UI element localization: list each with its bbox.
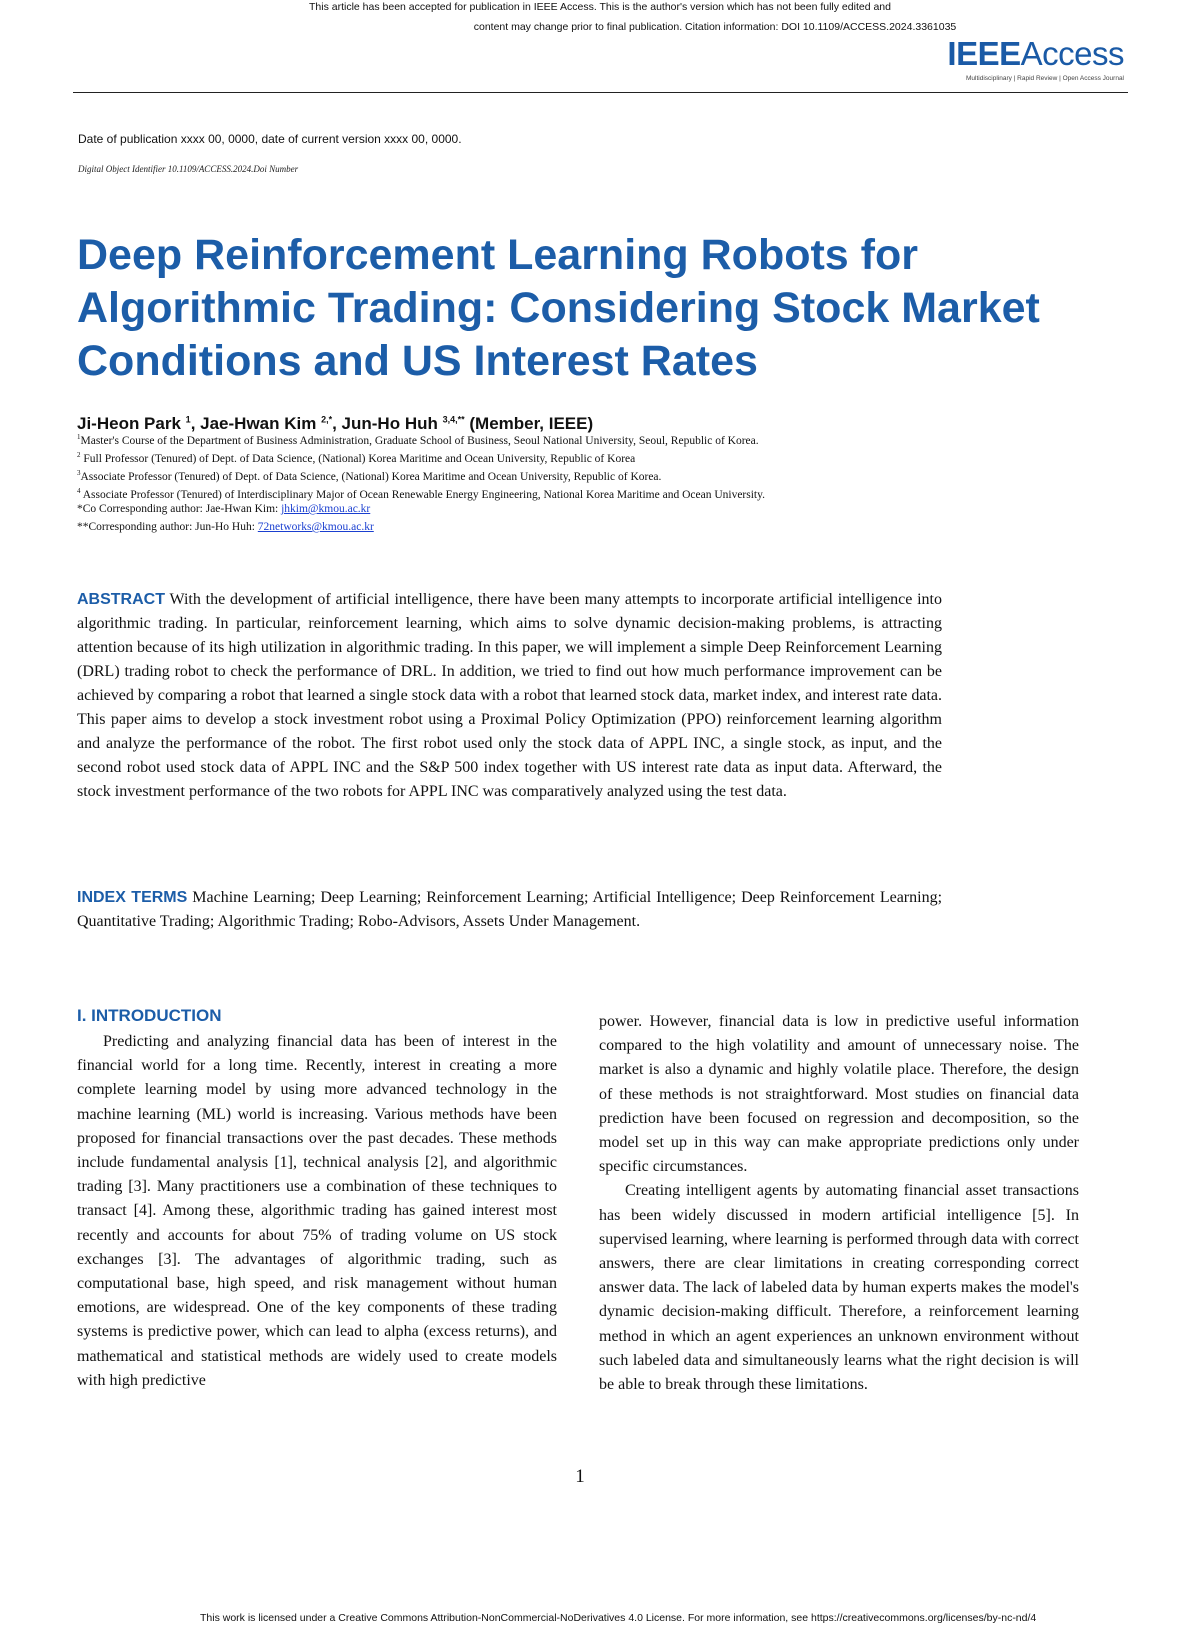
author-3-member: (Member, IEEE)	[469, 414, 594, 433]
author-3-sup: 3,4,**	[442, 414, 465, 425]
author-1-sup: 1	[185, 414, 191, 425]
affiliation-2-text: Full Professor (Tenured) of Dept. of Data Science, (National) Korea Maritime and Ocean University, Republic of Korea	[83, 452, 636, 465]
body-column-right	[599, 1010, 1079, 1397]
affiliation-3-sup: 3	[77, 469, 81, 477]
corresponding-email-link[interactable]: 72networks@kmou.ac.kr	[257, 521, 374, 533]
license-notice: This work is licensed under a Creative Commons Attribution-NonCommercial-NoDerivatives 4.0 License. For more information, see https://creativecommons.org/licenses/by-nc-nd/4	[200, 1612, 1037, 1624]
corresponding-author	[77, 520, 374, 534]
intro-paragraph-2: Creating intelligent agents by automating financial asset transactions has been widely discussed in modern artificial intelligence [5]. In supervised learning, where learning is performed through data with correct answers, there are clear limitations in creating corresponding correct answer data. The lack of labeled data by human experts makes the model's dynamic decision-making difficult. Therefore, a reinforcement learning method in which an agent experiences an unknown environment without such labeled data and simultaneously learns what the right decision is will be able to break through these limitations.	[599, 1182, 1079, 1394]
co-corresponding-author	[77, 502, 370, 516]
author-list: Ji-Heon Park $^1$, Jae-Hwan Kim $^{2,*}$, Jun-Ho Huh $^{3,4,**}$ (Member, IEEE)	[77, 414, 594, 433]
co-corresponding-label: *Co Corresponding author: Jae-Hwan Kim:	[77, 503, 282, 515]
abstract	[77, 588, 942, 804]
affiliation-2-sup: 2	[77, 451, 81, 459]
logo-tagline: Multidisciplinary | Rapid Review | Open Access Journal	[966, 75, 1124, 82]
corresponding-label: **Corresponding author: Jun-Ho Huh:	[77, 521, 258, 533]
body-column-left	[77, 1030, 557, 1393]
logo-access: Access	[1020, 35, 1124, 72]
publication-date: Date of publication xxxx 00, 0000, date of current version xxxx 00, 0000.	[78, 132, 462, 146]
affiliation-1-sup: 1	[77, 433, 81, 441]
abstract-text: With the development of artificial intelligence, there have been many attempts to incorporate artificial intelligence into algorithmic trading. In particular, reinforcement learning, which aims to solve dynamic decision-making problems, is attracting attention because of its high utilization in algorithmic trading. In this paper, we will implement a simple Deep Reinforcement Learning (DRL) trading robot to check the performance of DRL. In addition, we tried to find out how much performance improvement can be achieved by comparing a robot that learned a single stock data with a robot that learned stock data, market index, and interest rate data. This paper aims to develop a stock investment robot using a Proximal Policy Optimization (PPO) reinforcement learning algorithm and analyze the performance of the robot. The first robot used only the stock data of APPL INC, a single stock, as input, and the second robot used stock data of APPL INC and the S&P 500 index together with US interest rate data as input data. Afterward, the stock investment performance of the two robots for APPL INC was comparatively analyzed using the test data.	[77, 591, 942, 800]
affiliation-2	[77, 448, 635, 466]
author-2-sup: 2,*	[321, 414, 333, 425]
index-terms	[77, 886, 942, 934]
abstract-label: ABSTRACT	[77, 591, 165, 608]
author-2: Jae-Hwan Kim	[200, 414, 317, 433]
paper-title: Deep Reinforcement Learning Robots for Algorithmic Trading: Considering Stock Market Conditions and US Interest Rates	[77, 231, 1040, 385]
acceptance-notice-line-2: content may change prior to final publication. Citation information: DOI 10.1109/ACCESS.2024.3361035	[473, 21, 957, 33]
affiliation-4-text: Associate Professor (Tenured) of Interdisciplinary Major of Ocean Renewable Energy Engineering, National Korea Maritime and Ocean University.	[82, 488, 766, 501]
author-1: Ji-Heon Park	[77, 414, 181, 433]
intro-paragraph-1: Predicting and analyzing financial data has been of interest in the financial world for a long time. Recently, interest in creating a more complete learning model by using more advanced technology in the machine learning (ML) world is increasing. Various methods have been proposed for financial transactions over the past decades. These methods include fundamental analysis [1], technical analysis [2], and algorithmic trading [3]. Many practitioners use a combination of these techniques to transact [4]. Among these, algorithmic trading has gained interest most recently and accounts for about 75% of trading volume on US stock exchanges [3]. The advantages of algorithmic trading, such as computational base, high speed, and risk management without human emotions, are widespread. One of the key components of these trading systems is predictive power, which can lead to alpha (excess returns), and mathematical and statistical methods are widely used to create models with high predictive	[77, 1033, 557, 1389]
journal-logo[interactable]	[947, 36, 1124, 84]
doi-line: Digital Object Identifier 10.1109/ACCESS.2024.Doi Number	[78, 164, 299, 174]
affiliation-3	[77, 466, 661, 484]
affiliation-1	[77, 430, 759, 448]
co-corresponding-email-link[interactable]: jhkim@kmou.ac.kr	[281, 503, 371, 515]
intro-paragraph-1-cont: power. However, financial data is low in predictive useful information compared to the high volatility and amount of unnecessary noise. The market is also a dynamic and highly volatile place. Therefore, the design of these methods is not straightforward. Most studies on financial data prediction have been focused on regression and decomposition, so the model set up in this way can make appropriate predictions only under specific circumstances.	[599, 1013, 1079, 1176]
logo-ieee: IEEE	[947, 35, 1021, 72]
index-terms-label: INDEX TERMS	[77, 889, 188, 906]
author-3: Jun-Ho Huh	[341, 414, 438, 433]
index-terms-text: Machine Learning; Deep Learning; Reinforcement Learning; Artificial Intelligence; Deep Reinforcement Learning; Quantitative Trading; Algorithmic Trading; Robo-Advisors, Assets Under Management.	[77, 889, 943, 930]
affiliation-4	[77, 484, 765, 502]
header-rule	[73, 92, 1128, 93]
section-heading-introduction: I. INTRODUCTION	[77, 1006, 222, 1025]
affiliation-4-sup: 4	[77, 487, 81, 495]
affiliation-3-text: Associate Professor (Tenured) of Dept. of Data Science, (National) Korea Maritime and Ocean University, Republic of Korea.	[80, 470, 662, 483]
acceptance-notice-line-1: This article has been accepted for publication in IEEE Access. This is the author's version which has not been fully edited and	[309, 1, 891, 13]
affiliation-1-text: Master's Course of the Department of Business Administration, Graduate School of Business, Seoul National University, Seoul, Republic of Korea.	[80, 434, 759, 447]
page-number: 1	[575, 1466, 585, 1487]
